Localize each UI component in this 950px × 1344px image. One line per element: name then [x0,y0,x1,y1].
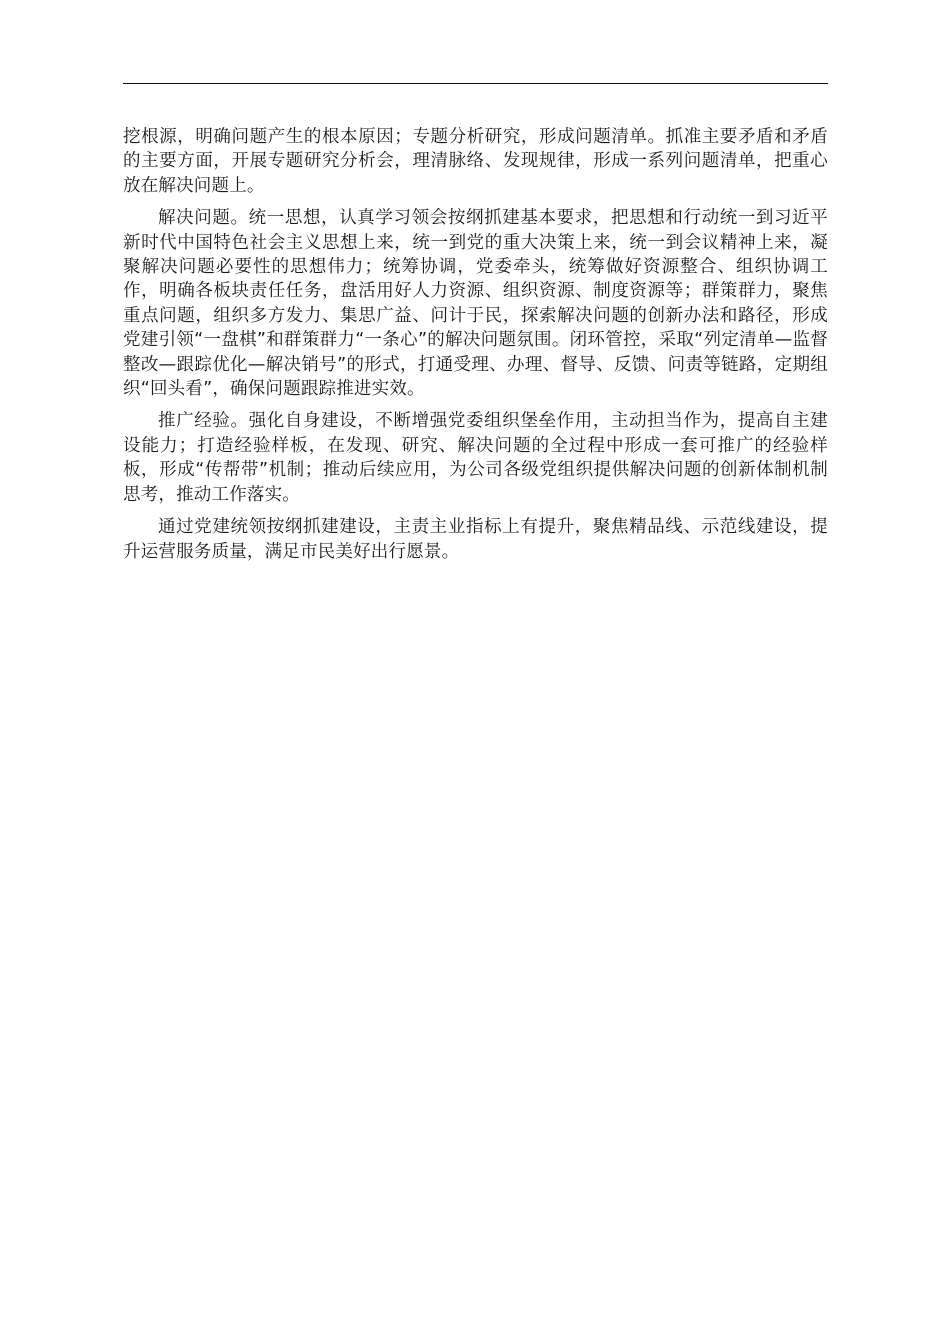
header-rule [123,83,828,84]
paragraph-conclusion: 通过党建统领按纲抓建建设，主责主业指标上有提升，聚焦精品线、示范线建设，提升运营服务质量，满足市民美好出行愿景。 [123,517,828,562]
body-text [123,125,828,572]
paragraph-root-causes: 挖根源，明确问题产生的根本原因；专题分析研究，形成问题清单。抓准主要矛盾和矛盾的主要方面，开展专题研究分析会，理清脉络、发现规律，形成一系列问题清单，把重心放在解决问题上。 [123,127,828,196]
paragraph-solve-problems: 解决问题。统一思想，认真学习领会按纲抓建基本要求，把思想和行动统一到习近平新时代中国特色社会主义思想上来，统一到党的重大决策上来，统一到会议精神上来，凝聚解决问题必要性的思想伟力；统筹协调，党委牵头，统筹做好资源整合、组织协调工作，明确各板块责任任务，盘活用好人力资源、组织资源、制度资源等；群策群力，聚焦重点问题，组织多方发力、集思广益、问计于民，探索解决问题的创新办法和路径，形成党建引领“一盘棋”和群策群力“一条心”的解决问题氛围。闭环管控，采取“列定清单—监督整改—跟踪优化—解决销号”的形式，打通受理、办理、督导、反馈、问责等链路，定期组织“回头看”，确保问题跟踪推进实效。 [123,208,828,400]
paragraph-promote-experience: 推广经验。强化自身建设，不断增强党委组织堡垒作用，主动担当作为，提高自主建设能力；打造经验样板，在发现、研究、解决问题的全过程中形成一套可推广的经验样板，形成“传帮带”机制；推动后续应用，为公司各级党组织提供解决问题的创新体制机制思考，推动工作落实。 [123,411,828,505]
